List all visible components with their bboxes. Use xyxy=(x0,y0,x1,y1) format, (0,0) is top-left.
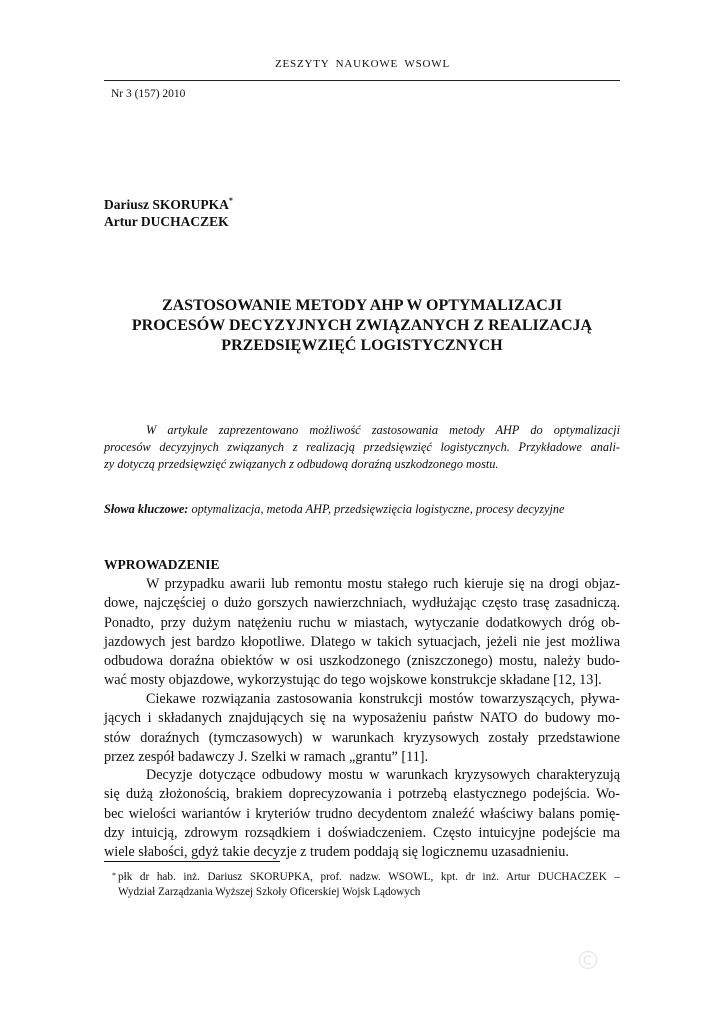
paragraph-line: W przypadku awarii lub remontu mostu stałego ruch kieruje się na drogi objaz- xyxy=(146,576,620,592)
paragraph-line: Ciekawe rozwiązania zastosowania konstrukcji mostów towarzyszących, pływa- xyxy=(146,691,620,707)
paragraph xyxy=(104,690,620,767)
author-1-name: Dariusz SKORUPKA xyxy=(104,197,229,212)
paragraph-line: wać mosty objazdowe, wykorzystując do tego wojskowe konstrukcje składane [12, 13]. xyxy=(104,672,602,689)
title-line: PRZEDSIĘWZIĘĆ LOGISTYCZNYCH xyxy=(221,337,503,354)
paragraph-line: przez zespół badawczy J. Szelki w ramach „grantu” [11]. xyxy=(104,748,429,765)
header-rule xyxy=(104,80,620,81)
abstract xyxy=(104,422,620,473)
abstract-line: zy dotyczą przedsięwzięć związanych z odbudową doraźną uszkodzonego mostu. xyxy=(104,457,499,471)
journal-running-head: ZESZYTY NAUKOWE WSOWL xyxy=(275,58,450,70)
paragraph-line: wiele słabości, gdyż takie decyzje z trudem poddają się logicznemu uzasadnieniu. xyxy=(104,844,569,861)
paragraph-line: jazdowych jest bardzo kłopotliwe. Dlatego w takich sytuacjach, jeżeli nie jest możliwa xyxy=(104,633,620,650)
paragraph-line: się dużą złożonością, brakiem doprecyzowania i potrzebą elastycznego podejścia. Wo- xyxy=(104,786,620,803)
footnote-line: Wydział Zarządzania Wyższej Szkoły Oficerskiej Wojsk Lądowych xyxy=(118,886,421,898)
footnote-rule xyxy=(104,861,280,862)
paragraph-line: stów doraźnych (tymczasowych) w warunkach kryzysowych zostały przedstawione xyxy=(104,729,620,746)
paragraph-line: odbudowa doraźna obiektów w osi uszkodzonego (zniszczonego) mostu, należy budo- xyxy=(104,653,620,670)
paragraph-line: Decyzje dotyczące odbudowy mostu w warunkach kryzysowych charakteryzują xyxy=(146,767,620,783)
title-line: PROCESÓW DECYZYJNYCH ZWIĄZANYCH Z REALIZACJĄ xyxy=(131,317,593,334)
keywords-text: optymalizacja, metoda AHP, przedsięwzięcia logistyczne, procesy decyzyjne xyxy=(188,502,565,516)
title-line: ZASTOSOWANIE METODY AHP W OPTYMALIZACJI xyxy=(161,297,563,314)
paragraph-line: dowe, najczęściej o dużo gorszych nawierzchniach, wydłużając często trasę zasadniczą. xyxy=(104,595,620,612)
keywords xyxy=(104,502,620,517)
author-1-footnote-mark[interactable]: * xyxy=(228,196,233,205)
issue-number: Nr 3 (157) 2010 xyxy=(111,88,186,100)
paragraph-line: bec wielości wariantów i kryteriów trudno decydentom znaleźć właściwy balans pomię- xyxy=(104,805,620,822)
footnote-line: płk dr hab. inż. Dariusz SKORUPKA, prof. nadzw. WSOWL, kpt. dr inż. Artur DUCHACZEK – xyxy=(118,871,620,883)
copyright-watermark-icon xyxy=(578,950,598,970)
author-1 xyxy=(104,196,233,213)
paragraph-line: dzy intuicją, zdrowym rozsądkiem i doświadczeniem. Często intuicyjne podejście ma xyxy=(104,824,620,841)
paragraph xyxy=(104,766,620,862)
paragraph-line: Ponadto, przy dużym natężeniu ruchu w miastach, wytyczanie dodatkowych dróg ob- xyxy=(104,614,620,631)
footnote-mark: * xyxy=(112,871,116,880)
keywords-label: Słowa kluczowe: xyxy=(104,502,189,516)
section-heading: WPROWADZENIE xyxy=(104,557,220,572)
author-block xyxy=(104,196,233,230)
paragraph xyxy=(104,575,620,691)
abstract-line: W artykule zaprezentowano możliwość zastosowania metody AHP do optymalizacji xyxy=(146,423,620,437)
footnote xyxy=(104,870,620,900)
paragraph-line: jących i składanych znajdujących się na wyposażeniu państw NATO do budowy mo- xyxy=(104,710,620,727)
author-2: Artur DUCHACZEK xyxy=(104,214,229,229)
abstract-line: procesów decyzyjnych związanych z realizacją przedsięwzięć logistycznych. Przykładowe anali- xyxy=(104,440,620,454)
article-title xyxy=(104,296,620,356)
